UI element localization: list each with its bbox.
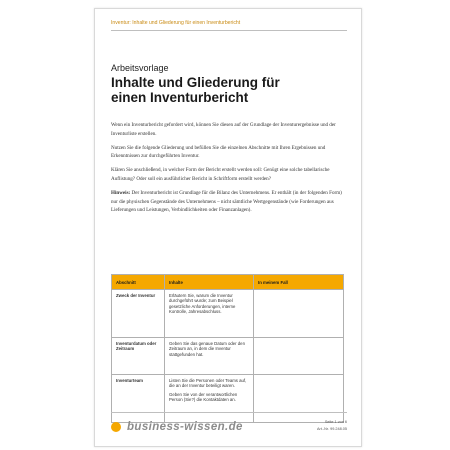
column-header-abschnitt: Abschnitt — [112, 275, 165, 290]
hinweis-paragraph — [111, 189, 349, 215]
page-number: Seite 1 von 6 — [324, 420, 347, 424]
title-line-1: Inhalte und Gliederung für — [111, 75, 280, 90]
body-text — [111, 121, 349, 220]
footer-divider — [111, 412, 347, 413]
running-header: Inventur: Inhalte und Gliederung für einen Inventurbericht — [111, 20, 241, 26]
hinweis-text: Der Inventurbericht ist Grundlage für die Bilanz des Unternehmens. Er enthält (in der folgenden Form) nur die physischen Gegenstände des Unternehmens – nicht sämtliche Wertgegenstände (wie Forderungen aus Lieferungen und Leistungen, Verbindlichkeiten oder Finanzanlagen). — [111, 190, 342, 214]
hinweis-label: Hinweis: — [111, 190, 131, 197]
row-section-label: Inventurteam — [112, 375, 165, 423]
row-content — [165, 290, 254, 338]
document-page — [94, 8, 362, 447]
row-content-text: Listen Sie die Personen oder Teams auf, die an der Inventur beteiligt waren. — [169, 378, 247, 389]
footer-meta — [317, 419, 347, 433]
table-row — [112, 375, 344, 423]
outline-table — [111, 274, 344, 423]
table-header-row — [112, 275, 344, 290]
article-number: Art.-Nr. 99.248.05 — [317, 427, 347, 431]
document-kicker: Arbeitsvorlage — [111, 63, 169, 73]
row-content-text: Geben Sie von der verantwortlichen Person (Sie?) die Kontaktdaten an. — [169, 391, 238, 402]
paragraph-2: Nutzen Sie die folgende Gliederung und befüllen Sie die einzelnen Abschnitte mit Ihren Ergebnissen und Erkenntnissen zur durchgeführten Inventur. — [111, 144, 326, 160]
row-own-entry-cell[interactable] — [254, 338, 344, 375]
column-header-inhalte: Inhalte — [165, 275, 254, 290]
table-row — [112, 290, 344, 338]
row-content — [165, 338, 254, 375]
row-own-entry-cell[interactable] — [254, 290, 344, 338]
title-line-2: einen Inventurbericht — [111, 90, 249, 105]
logo-text: business-wissen.de — [127, 421, 243, 433]
row-section-label: Inventurdatum oder Zeitraum — [112, 338, 165, 375]
paragraph-3: Klären Sie anschließend, in welcher Form der Bericht erstellt werden soll: Genügt eine solche tabellarische Auflistung? Oder soll ein ausführlicher Bericht in Schriftform erstellt werden? — [111, 167, 330, 182]
column-header-in-meinem-fall: In meinem Fall — [254, 275, 344, 290]
row-section-label: Zweck der Inventur — [112, 290, 165, 338]
row-own-entry-cell[interactable] — [254, 375, 344, 423]
row-content-text: Erläutern Sie, warum die Inventur durchgeführt wurde; zum Beispiel gesetzliche Anforderungen, interne Kontrolle, Jahresabschluss. — [169, 293, 236, 314]
header-divider — [111, 30, 347, 31]
paragraph-1: Wenn ein Inventurbericht gefordert wird, können Sie diesen auf der Grundlage der Inventurergebnisse und der Inventurliste erstellen. — [111, 122, 336, 137]
table-row — [112, 338, 344, 375]
row-content-text: Geben Sie das genaue Datum oder den Zeitraum an, in dem die Inventur stattgefunden hat. — [169, 341, 245, 357]
document-title — [111, 75, 347, 105]
logo-dot-icon — [111, 422, 121, 432]
row-content — [165, 375, 254, 423]
brand-logo — [111, 421, 243, 433]
